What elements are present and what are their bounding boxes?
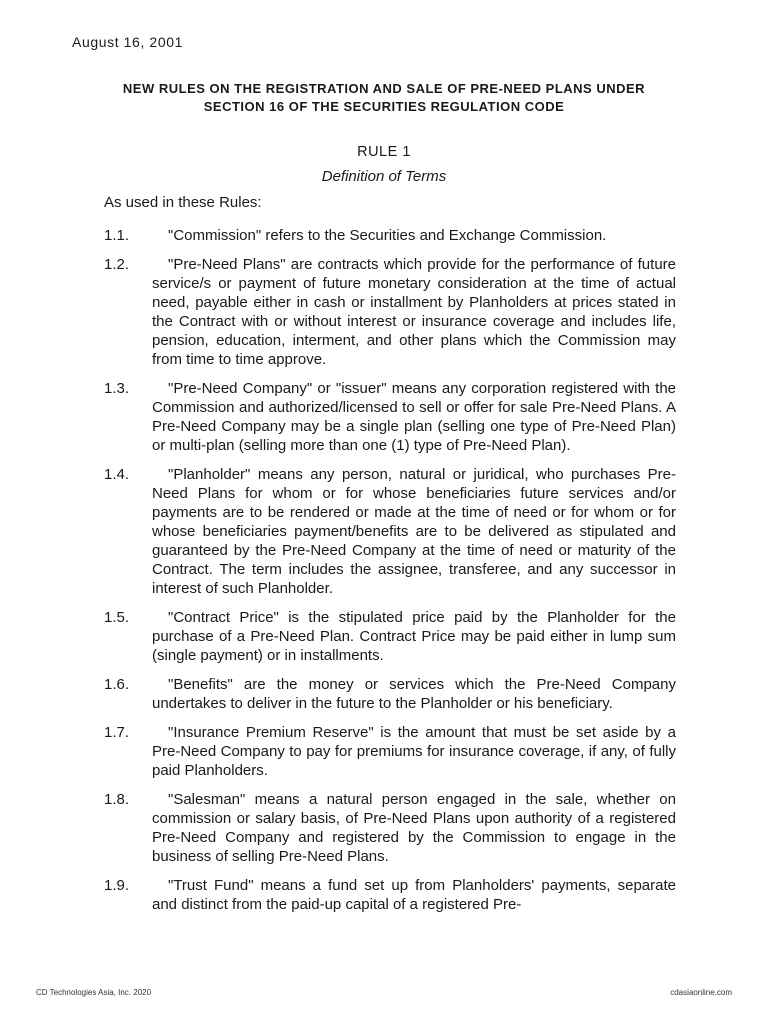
document-title-line-1: NEW RULES ON THE REGISTRATION AND SALE OF PRE-NEED PLANS UNDER <box>122 81 646 96</box>
definition-number: 1.3. <box>104 380 130 397</box>
footer-website: cdasiaonline.com <box>670 988 732 997</box>
definition-number: 1.1. <box>104 227 130 244</box>
definition-text: "Pre-Need Plans" are contracts which provide for the performance of future service/s or payment of future monetary consideration at the time of actual need, payable either in cash or installment by Planholders at prices stated in the Contract with or without interest or insurance coverage and includes life, pension, education, interment, and other plans which the Commission may from time to time approve. <box>152 256 676 368</box>
definition-number: 1.5. <box>104 609 130 626</box>
definition-text: "Trust Fund" means a fund set up from Planholders' payments, separate and distinct from the paid-up capital of a registered Pre- <box>152 877 676 913</box>
definition-text: "Salesman" means a natural person engaged in the sale, whether on commission or salary basis, of Pre-Need Plans upon authority of a registered Pre-Need Company and registered by the Commission to engage in the business of selling Pre-Need Plans. <box>152 791 676 865</box>
definition-number: 1.2. <box>104 256 130 273</box>
footer-copyright: CD Technologies Asia, Inc. 2020 <box>36 988 152 997</box>
definition-item <box>104 608 676 665</box>
definition-item <box>104 255 676 369</box>
definition-number: 1.4. <box>104 466 130 483</box>
definition-number: 1.6. <box>104 676 130 693</box>
definition-text: "Contract Price" is the stipulated price paid by the Planholder for the purchase of a Pre-Need Plan. Contract Price may be paid either in lump sum (single payment) or in installments. <box>152 609 676 664</box>
definition-text: "Pre-Need Company" or "issuer" means any corporation registered with the Commission and authorized/licensed to sell or offer for sale Pre-Need Plans. A Pre-Need Company may be a single plan (selling one type of Pre-Need Plan) or multi-plan (selling more than one (1) type of Pre-Need Plan). <box>152 380 676 454</box>
document-date: August 16, 2001 <box>72 34 183 50</box>
definition-number: 1.9. <box>104 877 130 894</box>
definition-item <box>104 226 676 245</box>
intro-text: As used in these Rules: <box>104 194 262 211</box>
document-title <box>60 80 708 116</box>
definition-text: "Planholder" means any person, natural or juridical, who purchases Pre-Need Plans for whom or for whose beneficiaries future services and/or payments are to be rendered or made at the time of need or for whom or for whose beneficiaries payment/benefits are to be delivered as stipulated and guaranteed by the Pre-Need Company at the time of need or maturity of the Contract. The term includes the assignee, transferee, and any successor in interest of such Planholder. <box>152 466 676 597</box>
definition-text: "Commission" refers to the Securities and Exchange Commission. <box>168 227 607 244</box>
definition-item <box>104 790 676 866</box>
rule-heading: RULE 1 <box>357 144 411 160</box>
definition-text: "Insurance Premium Reserve" is the amount that must be set aside by a Pre-Need Company to pay for premiums for insurance coverage, if any, of fully paid Planholders. <box>152 724 676 779</box>
definitions-list <box>104 226 676 924</box>
rule-subheading: Definition of Terms <box>321 168 447 185</box>
definition-text: "Benefits" are the money or services which the Pre-Need Company undertakes to deliver in the future to the Planholder or his beneficiary. <box>152 676 676 712</box>
definition-item <box>104 465 676 598</box>
definition-number: 1.7. <box>104 724 130 741</box>
definition-item <box>104 723 676 780</box>
definition-number: 1.8. <box>104 791 130 808</box>
document-title-line-2: SECTION 16 OF THE SECURITIES REGULATION CODE <box>203 99 565 114</box>
definition-item <box>104 675 676 713</box>
definition-item <box>104 379 676 455</box>
definition-item <box>104 876 676 914</box>
